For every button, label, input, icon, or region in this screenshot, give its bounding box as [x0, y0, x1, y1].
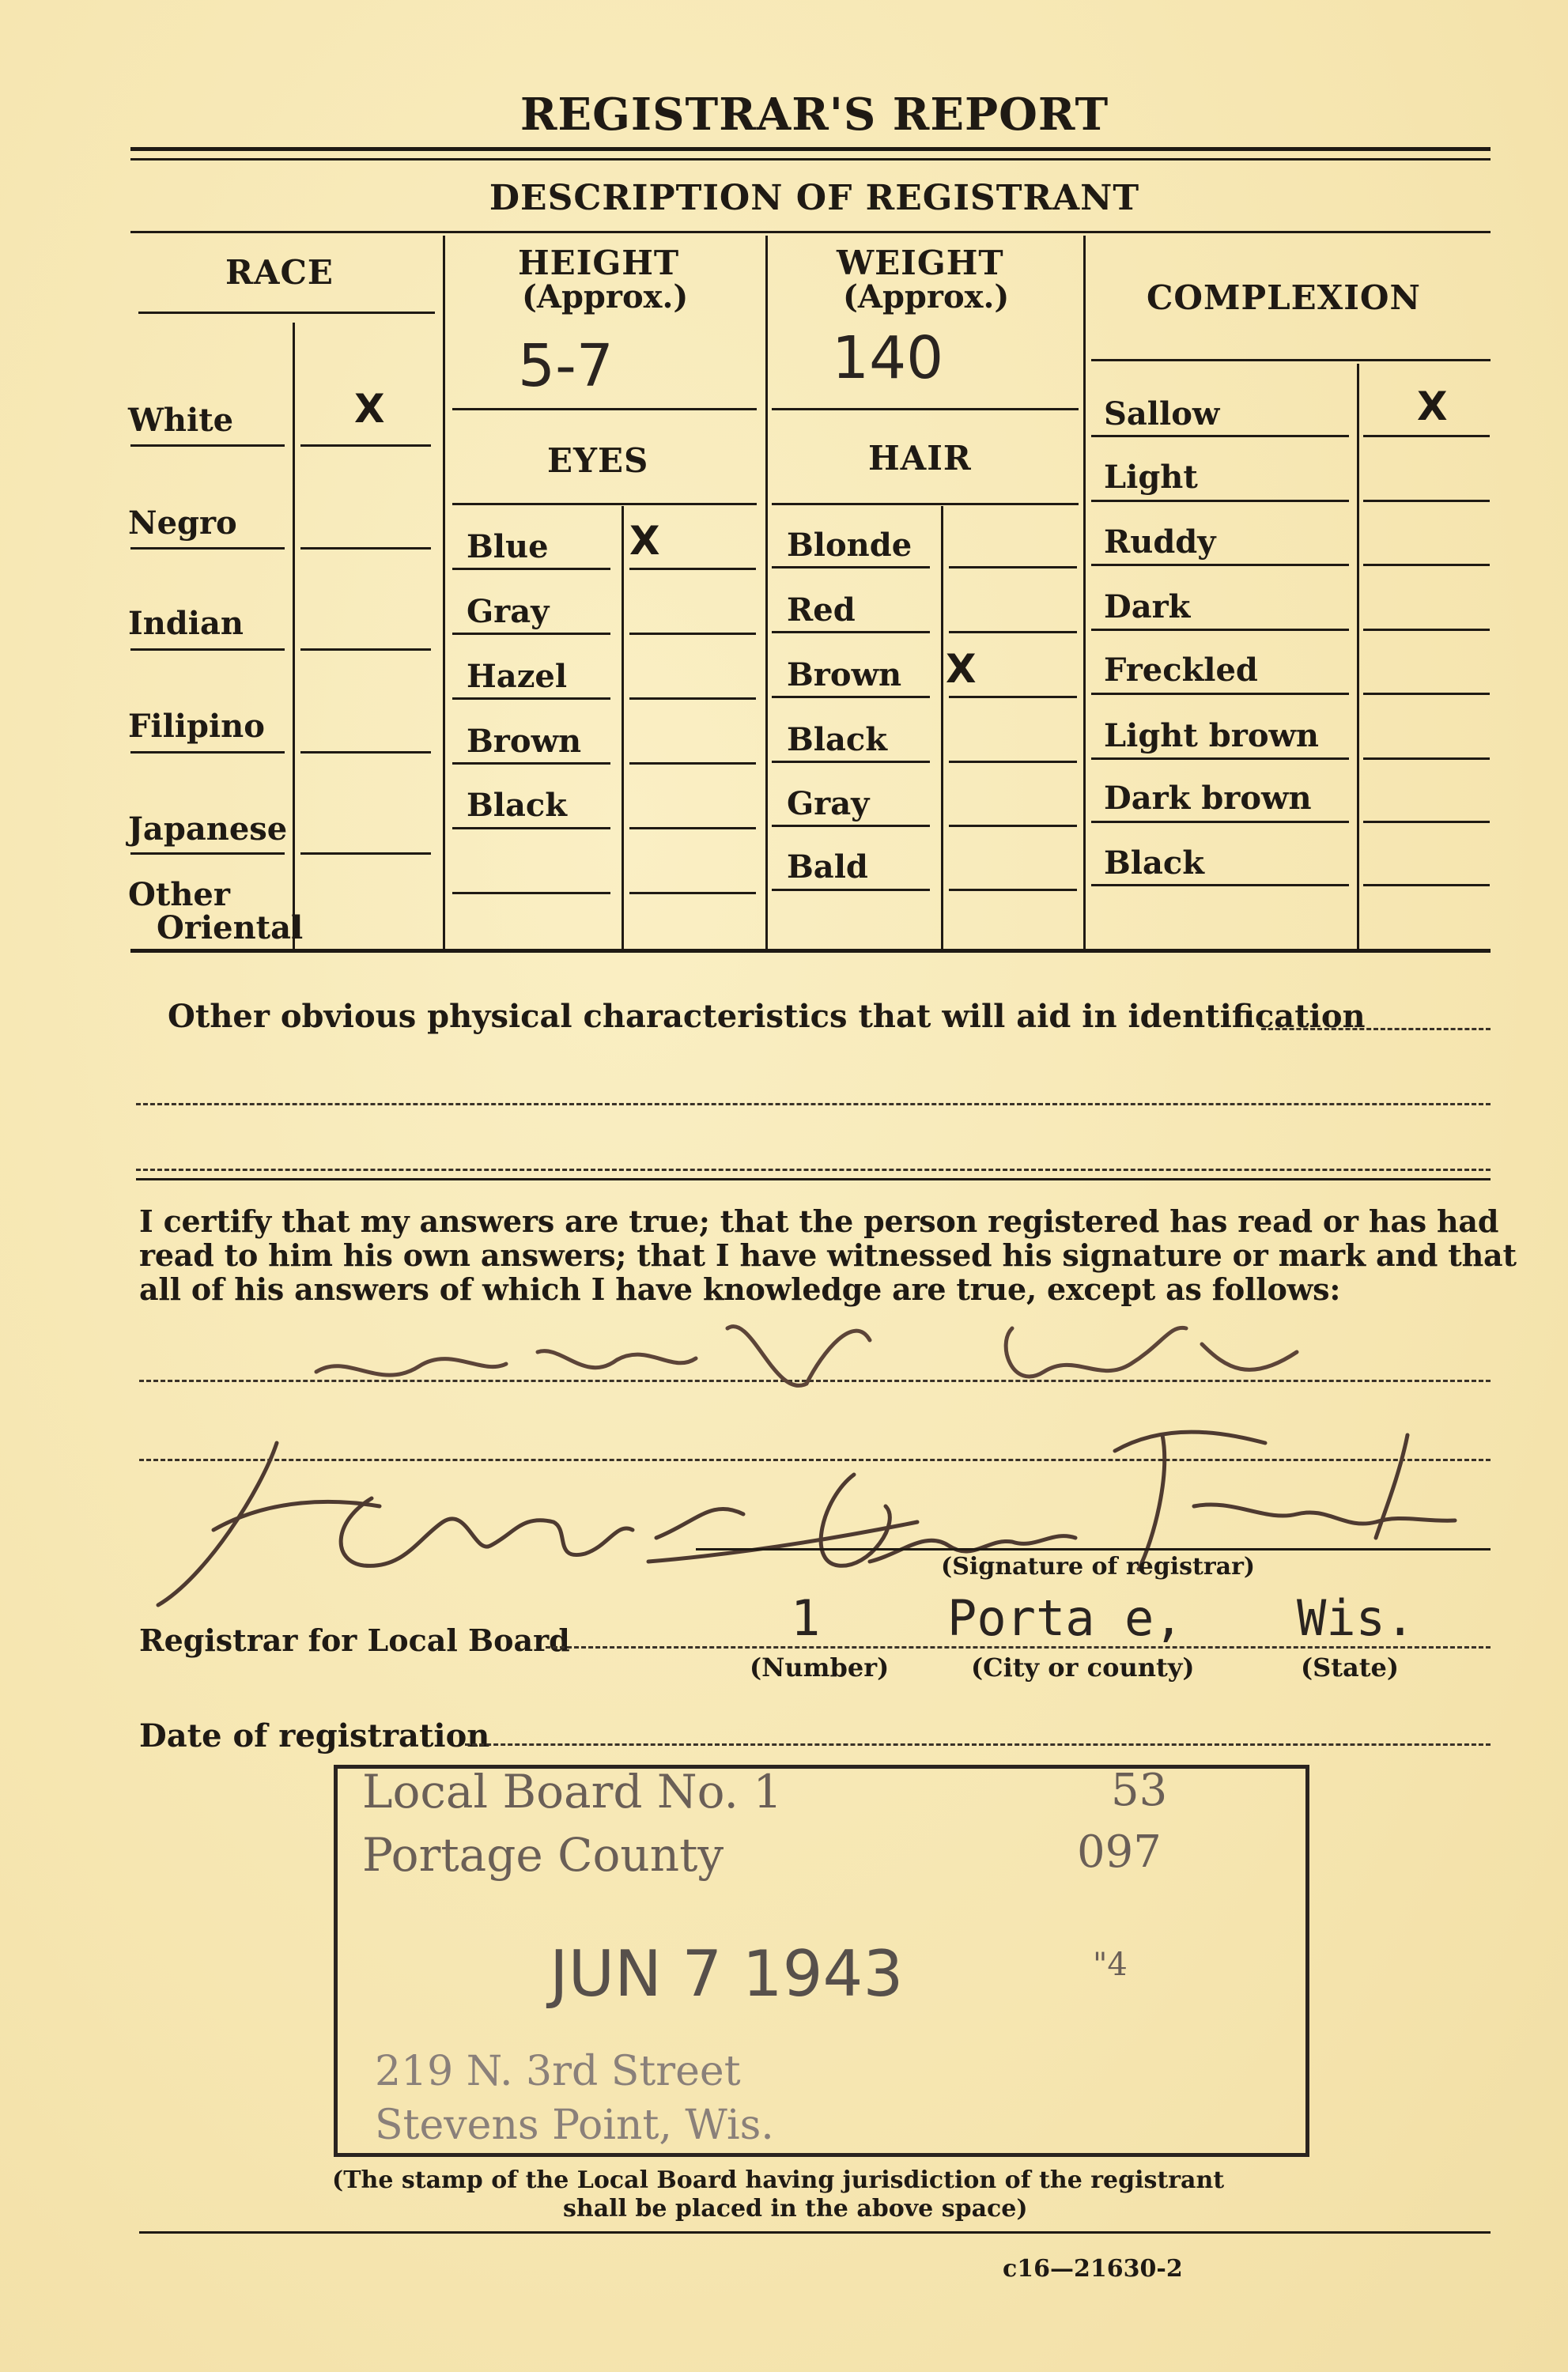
- hair-mark-4: [949, 761, 1077, 763]
- date-label: Date of registration: [139, 1717, 490, 1754]
- race-oriental: Oriental: [157, 909, 304, 946]
- complexion-row-3: [1091, 564, 1349, 566]
- grid-v-3: [1083, 236, 1086, 951]
- hair-brown-mark: X: [946, 646, 977, 692]
- complexion-row-1: [1091, 435, 1349, 437]
- hair-black: Black: [787, 721, 887, 758]
- section-title: DESCRIPTION OF REGISTRANT: [489, 178, 1140, 218]
- weight-header: WEIGHT: [837, 244, 1004, 282]
- other-characteristics-line-3: [136, 1169, 1491, 1171]
- weight-approx: (Approx.): [843, 278, 1010, 315]
- race-japanese: Japanese: [128, 810, 288, 848]
- hair-mark-5: [949, 825, 1077, 827]
- complexion-row-4: [1091, 629, 1349, 631]
- hair-row-2: [772, 631, 930, 633]
- stamp-date: JUN 7 1943: [550, 1937, 904, 2011]
- grid-bottom: [130, 949, 1491, 953]
- handwritten-exception-scrawl: [300, 1297, 1344, 1415]
- other-characteristics-rule: [136, 1178, 1491, 1180]
- complexion-ruddy: Ruddy: [1104, 523, 1216, 561]
- date-line: [465, 1743, 1491, 1746]
- race-mark-4: [300, 751, 431, 754]
- stamp-side-number-1: 53: [1111, 1765, 1168, 1816]
- race-row-4: [130, 751, 285, 754]
- hair-blonde: Blonde: [787, 527, 912, 564]
- complexion-mark-2: [1363, 500, 1490, 502]
- eyes-header: EYES: [547, 441, 649, 480]
- race-mark-2: [300, 547, 431, 550]
- grid-v-eyes: [622, 506, 624, 951]
- race-row-5: [130, 852, 285, 855]
- race-header: RACE: [225, 253, 334, 292]
- grid-v-race: [293, 323, 295, 951]
- weight-rule: [772, 408, 1079, 410]
- race-header-rule: [138, 312, 435, 314]
- certify-line-2: read to him his own answers; that I have witnessed his signature or mark and that: [139, 1237, 1517, 1273]
- city-caption: (City or county): [971, 1652, 1195, 1683]
- eyes-mark-5: [629, 827, 756, 829]
- complexion-row-7: [1091, 821, 1349, 823]
- complexion-freckled: Freckled: [1104, 652, 1258, 689]
- complexion-light-brown: Light brown: [1104, 717, 1320, 754]
- race-mark-1: [300, 444, 431, 447]
- race-row-3: [130, 648, 285, 651]
- race-indian: Indian: [128, 605, 244, 642]
- complexion-mark-8: [1363, 884, 1490, 886]
- eyes-row-3: [452, 697, 610, 700]
- certify-line-3: all of his answers of which I have knowledge are true, except as follows:: [139, 1271, 1341, 1307]
- local-board-city: Porta e,: [947, 1589, 1184, 1647]
- complexion-mark-5: [1363, 693, 1490, 695]
- stamp-address-line-2: Stevens Point, Wis.: [375, 2102, 774, 2149]
- eyes-brown: Brown: [467, 723, 582, 760]
- stamp-county-line: Portage County: [362, 1828, 724, 1882]
- hair-mark-1: [949, 566, 1077, 568]
- hair-row-1: [772, 566, 930, 568]
- other-characteristics-line-1: [1261, 1028, 1491, 1030]
- complexion-row-8: [1091, 884, 1349, 886]
- eyes-row-5: [452, 827, 610, 829]
- eyes-header-rule: [452, 503, 757, 505]
- local-board-number: 1: [791, 1589, 821, 1647]
- complexion-dark: Dark: [1104, 588, 1191, 625]
- height-approx: (Approx.): [522, 278, 689, 315]
- complexion-mark-3: [1363, 564, 1490, 566]
- complexion-mark-4: [1363, 629, 1490, 631]
- eyes-mark-3: [629, 697, 756, 700]
- complexion-mark-1: [1363, 435, 1490, 437]
- report-title: REGISTRAR'S REPORT: [520, 89, 1109, 141]
- race-mark-3: [300, 648, 431, 651]
- race-row-1: [130, 444, 285, 447]
- grid-v-hair: [941, 506, 943, 951]
- complexion-sallow-mark: X: [1417, 383, 1448, 429]
- hair-row-3: [772, 696, 930, 698]
- hair-row-6: [772, 889, 930, 891]
- eyes-mark-2: [629, 633, 756, 635]
- eyes-gray: Gray: [467, 593, 550, 630]
- title-rule-bottom: [130, 158, 1491, 161]
- eyes-black: Black: [467, 787, 567, 824]
- eyes-row-2: [452, 633, 610, 635]
- state-caption: (State): [1301, 1652, 1400, 1683]
- eyes-row-4: [452, 762, 610, 765]
- race-other: Other: [128, 876, 230, 913]
- hair-gray: Gray: [787, 785, 870, 822]
- complexion-mark-7: [1363, 821, 1490, 823]
- complexion-header: COMPLEXION: [1147, 278, 1421, 317]
- eyes-row-1: [452, 568, 610, 570]
- certify-line-1: I certify that my answers are true; that the person registered has read or has had: [139, 1203, 1499, 1239]
- stamp-side-number-2: 097: [1077, 1826, 1162, 1878]
- hair-row-5: [772, 825, 930, 827]
- complexion-sallow: Sallow: [1104, 395, 1220, 432]
- title-rule-top: [130, 147, 1491, 151]
- hair-mark-3: [949, 696, 1077, 698]
- stamp-side-number-3: "4: [1093, 1947, 1128, 1983]
- complexion-dark-brown: Dark brown: [1104, 780, 1312, 817]
- grid-v-1: [443, 236, 445, 951]
- grid-v-2: [765, 236, 768, 951]
- stamp-note-line-2: shall be placed in the above space): [563, 2195, 1028, 2223]
- complexion-black: Black: [1104, 844, 1204, 882]
- hair-header-rule: [772, 503, 1079, 505]
- other-characteristics-label: Other obvious physical characteristics that will aid in identification: [168, 998, 1366, 1035]
- race-mark-5: [300, 852, 431, 855]
- height-rule: [452, 408, 757, 410]
- eyes-mark-4: [629, 762, 756, 765]
- eyes-blue-mark: X: [629, 518, 660, 564]
- eyes-hazel: Hazel: [467, 658, 568, 695]
- other-characteristics-line-2: [136, 1103, 1491, 1105]
- form-number: c16—21630-2: [1003, 2255, 1183, 2283]
- hair-red: Red: [787, 591, 856, 629]
- signature-line: [696, 1548, 1491, 1550]
- race-filipino: Filipino: [128, 708, 265, 745]
- stamp-address-line-1: 219 N. 3rd Street: [375, 2048, 741, 2095]
- height-header: HEIGHT: [518, 244, 680, 282]
- hair-bald: Bald: [787, 848, 868, 886]
- hair-mark-2: [949, 631, 1077, 633]
- race-white: White: [128, 402, 234, 439]
- hair-brown: Brown: [787, 656, 902, 693]
- bottom-rule: [139, 2231, 1491, 2234]
- weight-value: 140: [832, 324, 944, 392]
- eyes-mark-6: [629, 892, 756, 894]
- local-board-state: Wis.: [1297, 1589, 1415, 1647]
- hair-mark-6: [949, 889, 1077, 891]
- hair-row-4: [772, 761, 930, 763]
- complexion-row-2: [1091, 500, 1349, 502]
- eyes-mark-1: [629, 568, 756, 570]
- section-rule: [130, 231, 1491, 233]
- complexion-row-6: [1091, 757, 1349, 760]
- grid-v-complexion: [1357, 364, 1359, 951]
- eyes-row-6: [452, 892, 610, 894]
- complexion-row-5: [1091, 693, 1349, 695]
- race-negro: Negro: [128, 504, 237, 542]
- eyes-blue: Blue: [467, 528, 549, 565]
- local-board-label: Registrar for Local Board: [139, 1622, 570, 1658]
- stamp-board-line: Local Board No. 1: [362, 1765, 783, 1819]
- height-value: 5-7: [518, 332, 614, 400]
- number-caption: (Number): [750, 1652, 890, 1683]
- signature-caption: (Signature of registrar): [941, 1553, 1256, 1581]
- hair-header: HAIR: [868, 439, 972, 478]
- complexion-light: Light: [1104, 459, 1198, 496]
- complexion-mark-6: [1363, 757, 1490, 760]
- race-white-mark: X: [354, 386, 385, 432]
- race-row-2: [130, 547, 285, 550]
- stamp-note-line-1: (The stamp of the Local Board having jurisdiction of the registrant: [332, 2166, 1225, 2194]
- complexion-header-rule: [1091, 359, 1491, 361]
